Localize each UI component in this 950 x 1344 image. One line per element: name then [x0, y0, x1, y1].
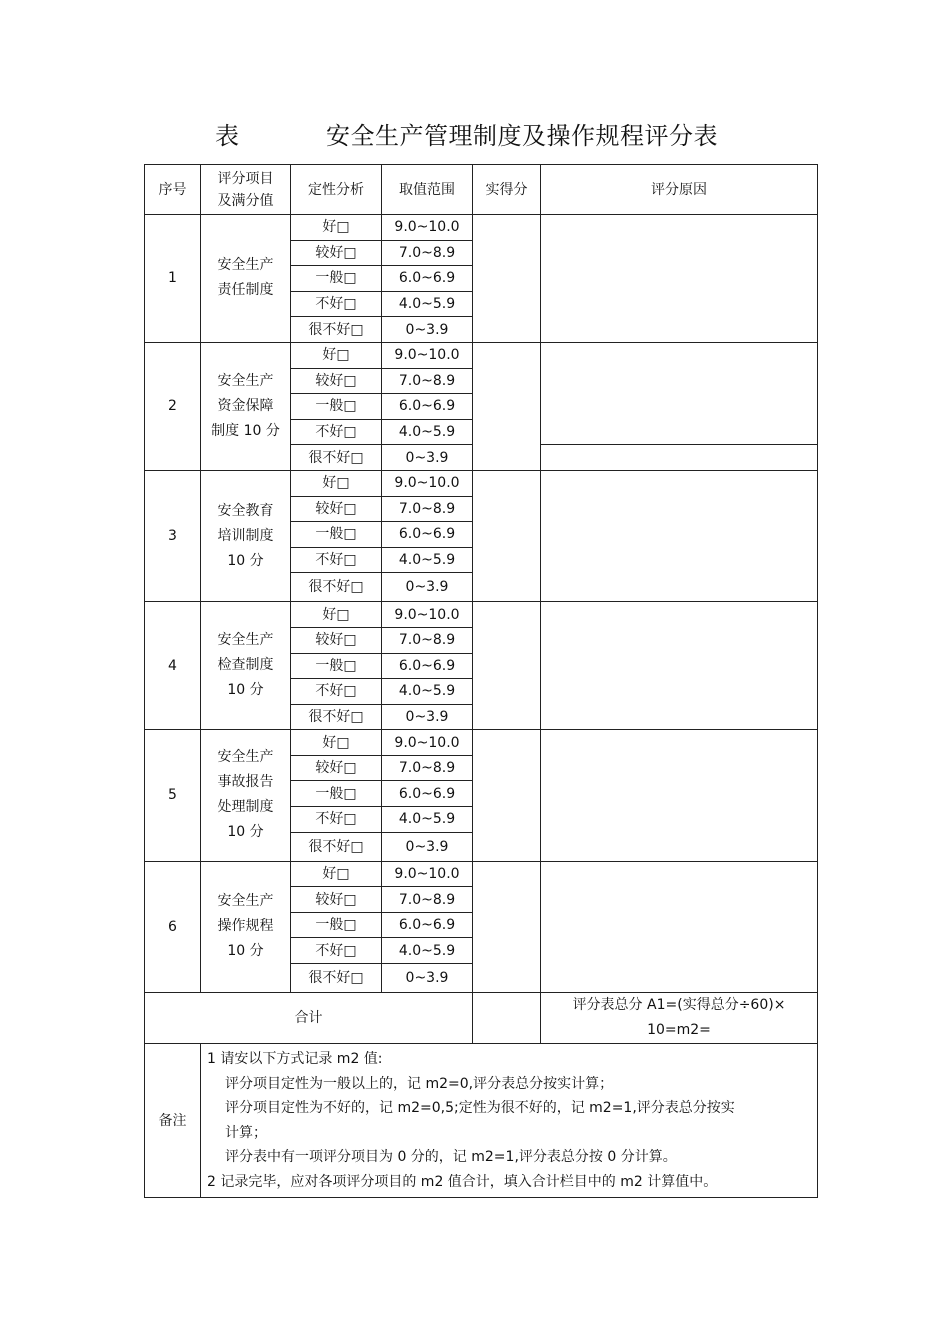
notes-line: 计算； — [225, 1124, 267, 1141]
document-title — [0, 116, 950, 152]
header-row — [145, 165, 818, 215]
row-no: 4 — [145, 602, 201, 730]
row-item — [201, 215, 291, 343]
range-value: 4.0~5.9 — [382, 547, 473, 573]
qual-label[interactable]: 很不好□ — [291, 317, 382, 343]
title-main: 安全生产管理制度及操作规程评分表 — [326, 122, 718, 150]
range-value: 9.0~10.0 — [382, 730, 473, 756]
row-item-line: 安全生产 — [217, 257, 274, 274]
range-value: 9.0~10.0 — [382, 861, 473, 887]
qual-label[interactable]: 很不好□ — [291, 704, 382, 730]
header-score: 实得分 — [473, 165, 541, 215]
range-value: 6.0~6.9 — [382, 522, 473, 548]
row-item — [201, 602, 291, 730]
qual-label[interactable]: 较好□ — [291, 755, 382, 781]
reason-cell[interactable] — [541, 342, 818, 444]
qual-label[interactable]: 一般□ — [291, 266, 382, 292]
score-cell[interactable] — [473, 215, 541, 343]
qual-label[interactable]: 不好□ — [291, 419, 382, 445]
qual-label[interactable]: 一般□ — [291, 781, 382, 807]
total-formula-line2: 10=m2= — [647, 1022, 711, 1039]
header-item-line1: 评分项目 — [217, 170, 274, 187]
row-item-line: 安全生产 — [217, 632, 274, 649]
qual-label[interactable]: 很不好□ — [291, 832, 382, 861]
row-item-line: 培训制度 — [217, 527, 274, 544]
range-value: 7.0~8.9 — [382, 368, 473, 394]
range-value: 0~3.9 — [382, 317, 473, 343]
notes-line: 评分项目定性为不好的，记 m2=0,5;定性为很不好的，记 m2=1,评分表总分按实 — [225, 1100, 735, 1117]
row-item-line: 责任制度 — [217, 282, 274, 299]
row-item-line: 事故报告 — [217, 774, 274, 791]
range-value: 4.0~5.9 — [382, 419, 473, 445]
qual-label[interactable]: 好□ — [291, 602, 382, 628]
row-item-line: 安全生产 — [217, 893, 274, 910]
row-no: 1 — [145, 215, 201, 343]
row-item-line: 安全生产 — [217, 372, 274, 389]
total-formula — [541, 993, 818, 1044]
reason-cell[interactable] — [541, 602, 818, 730]
qual-label[interactable]: 好□ — [291, 342, 382, 368]
grade-row — [145, 730, 818, 756]
notes-line: 评分项目定性为一般以上的，记 m2=0,评分表总分按实计算； — [225, 1075, 614, 1092]
total-label: 合计 — [145, 993, 473, 1044]
grade-row — [145, 602, 818, 628]
notes-line: 评分表中有一项评分项目为 0 分的，记 m2=1,评分表总分按 0 分计算。 — [225, 1149, 677, 1166]
row-item — [201, 730, 291, 861]
title-prefix: 表 — [215, 122, 239, 150]
range-value: 7.0~8.9 — [382, 496, 473, 522]
header-no: 序号 — [145, 165, 201, 215]
qual-label[interactable]: 一般□ — [291, 394, 382, 420]
range-value: 9.0~10.0 — [382, 470, 473, 496]
total-row — [145, 993, 818, 1044]
range-value: 7.0~8.9 — [382, 627, 473, 653]
range-value: 9.0~10.0 — [382, 342, 473, 368]
range-value: 0~3.9 — [382, 445, 473, 471]
qual-label[interactable]: 不好□ — [291, 938, 382, 964]
qual-label[interactable]: 不好□ — [291, 547, 382, 573]
range-value: 0~3.9 — [382, 704, 473, 730]
grade-row — [145, 215, 818, 241]
reason-cell-extra[interactable] — [541, 445, 818, 471]
qual-label[interactable]: 较好□ — [291, 627, 382, 653]
qual-label[interactable]: 很不好□ — [291, 445, 382, 471]
scoring-table — [144, 164, 818, 1198]
qual-label[interactable]: 好□ — [291, 470, 382, 496]
range-value: 9.0~10.0 — [382, 215, 473, 241]
grade-row — [145, 470, 818, 496]
total-score-cell[interactable] — [473, 993, 541, 1044]
row-item — [201, 861, 291, 992]
notes-content — [201, 1044, 818, 1198]
score-cell[interactable] — [473, 730, 541, 861]
qual-label[interactable]: 好□ — [291, 730, 382, 756]
range-value: 6.0~6.9 — [382, 394, 473, 420]
row-no: 6 — [145, 861, 201, 992]
qual-label[interactable]: 不好□ — [291, 807, 382, 833]
row-item-line: 资金保障 — [217, 397, 274, 414]
range-value: 0~3.9 — [382, 964, 473, 993]
qual-label[interactable]: 一般□ — [291, 522, 382, 548]
row-item-line: 10 分 — [227, 552, 264, 569]
range-value: 4.0~5.9 — [382, 807, 473, 833]
range-value: 4.0~5.9 — [382, 938, 473, 964]
range-value: 7.0~8.9 — [382, 240, 473, 266]
range-value: 0~3.9 — [382, 832, 473, 861]
header-range: 取值范围 — [382, 165, 473, 215]
row-item-line: 10 分 — [227, 682, 264, 699]
range-value: 6.0~6.9 — [382, 266, 473, 292]
range-value: 4.0~5.9 — [382, 291, 473, 317]
qual-label[interactable]: 很不好□ — [291, 573, 382, 602]
qual-label[interactable]: 较好□ — [291, 496, 382, 522]
reason-cell[interactable] — [541, 861, 818, 992]
row-item — [201, 470, 291, 601]
qual-label[interactable]: 好□ — [291, 215, 382, 241]
row-item-line: 制度 10 分 — [211, 422, 280, 439]
header-reason: 评分原因 — [541, 165, 818, 215]
header-item — [201, 165, 291, 215]
row-item-line: 安全教育 — [217, 502, 274, 519]
notes-line: 1 请安以下方式记录 m2 值: — [207, 1051, 383, 1068]
score-cell[interactable] — [473, 342, 541, 470]
row-item-line: 检查制度 — [217, 657, 274, 674]
row-item-line: 安全生产 — [217, 749, 274, 766]
qual-label[interactable]: 不好□ — [291, 291, 382, 317]
row-item-line: 10 分 — [227, 824, 264, 841]
qual-label[interactable]: 一般□ — [291, 912, 382, 938]
reason-cell[interactable] — [541, 215, 818, 343]
row-no: 5 — [145, 730, 201, 861]
range-value: 9.0~10.0 — [382, 602, 473, 628]
range-value: 7.0~8.9 — [382, 755, 473, 781]
row-item-line: 10 分 — [227, 943, 264, 960]
reason-cell[interactable] — [541, 730, 818, 861]
reason-cell[interactable] — [541, 470, 818, 601]
range-value: 6.0~6.9 — [382, 912, 473, 938]
qual-label[interactable]: 不好□ — [291, 679, 382, 705]
range-value: 0~3.9 — [382, 573, 473, 602]
qual-label[interactable]: 较好□ — [291, 240, 382, 266]
header-qual: 定性分析 — [291, 165, 382, 215]
grade-row — [145, 861, 818, 887]
qual-label[interactable]: 一般□ — [291, 653, 382, 679]
range-value: 4.0~5.9 — [382, 679, 473, 705]
range-value: 6.0~6.9 — [382, 781, 473, 807]
header-item-line2: 及满分值 — [217, 192, 274, 209]
row-item-line: 处理制度 — [217, 799, 274, 816]
range-value: 6.0~6.9 — [382, 653, 473, 679]
notes-label: 备注 — [145, 1044, 201, 1198]
row-item-line: 操作规程 — [217, 918, 274, 935]
grade-row — [145, 342, 818, 368]
qual-label[interactable]: 较好□ — [291, 887, 382, 913]
row-no: 3 — [145, 470, 201, 601]
score-cell[interactable] — [473, 602, 541, 730]
score-cell[interactable] — [473, 861, 541, 992]
total-formula-line1: 评分表总分 A1=(实得总分÷60)× — [572, 997, 786, 1014]
qual-label[interactable]: 很不好□ — [291, 964, 382, 993]
row-item — [201, 342, 291, 470]
qual-label[interactable]: 较好□ — [291, 368, 382, 394]
notes-line: 2 记录完毕，应对各项评分项目的 m2 值合计，填入合计栏目中的 m2 计算值中。 — [207, 1173, 718, 1190]
score-cell[interactable] — [473, 470, 541, 601]
qual-label[interactable]: 好□ — [291, 861, 382, 887]
row-no: 2 — [145, 342, 201, 470]
range-value: 7.0~8.9 — [382, 887, 473, 913]
notes-row — [145, 1044, 818, 1198]
